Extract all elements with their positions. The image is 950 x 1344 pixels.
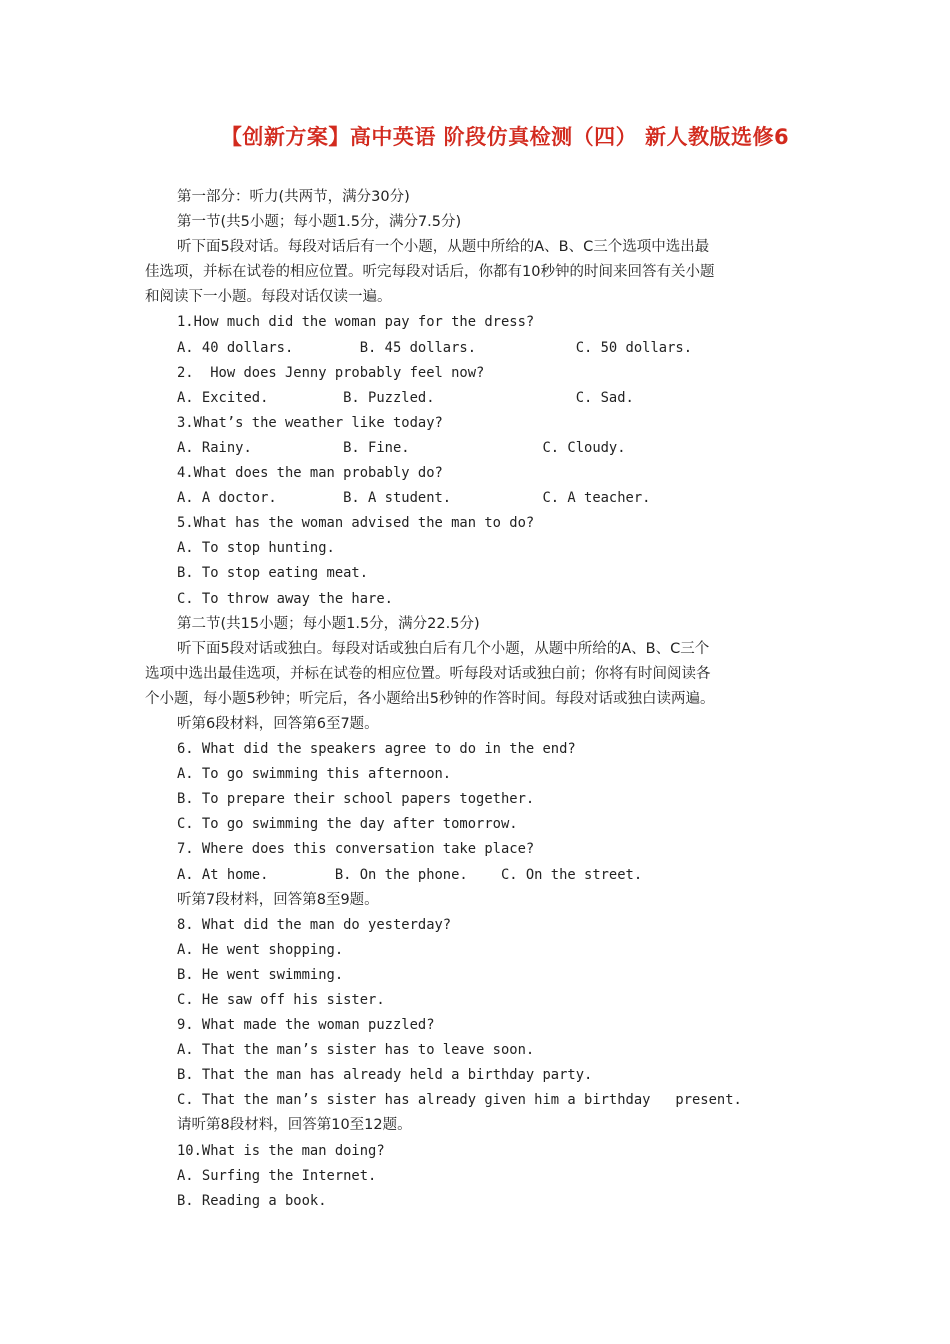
question-line: A. 40 dollars. B. 45 dollars. C. 50 dollars.	[177, 339, 692, 356]
question-line: A. A doctor. B. A student. C. A teacher.	[177, 490, 651, 507]
text-line: 请听第8段材料，回答第10至12题。	[177, 1117, 412, 1134]
question-line: C. To go swimming the day after tomorrow.	[177, 816, 518, 833]
text-line: 选项中选出最佳选项，并标在试卷的相应位置。听每段对话或独白前；你将有时间阅读各	[145, 665, 711, 682]
text-line: 第二节(共15小题；每小题1.5分，满分22.5分)	[177, 615, 480, 632]
question-line: 7. Where does this conversation take place?	[177, 841, 535, 858]
question-line: 9. What made the woman puzzled?	[177, 1017, 435, 1034]
question-line: 6. What did the speakers agree to do in the end?	[177, 741, 576, 758]
text-line: 佳选项，并标在试卷的相应位置。听完每段对话后，你都有10秒钟的时间来回答有关小题	[145, 264, 715, 281]
text-line: 和阅读下一小题。每段对话仅读一遍。	[145, 289, 392, 306]
question-line: 1.How much did the woman pay for the dress?	[177, 314, 535, 331]
text-line: 第一节(共5小题；每小题1.5分，满分7.5分)	[177, 214, 462, 231]
text-line: 听下面5段对话。每段对话后有一个小题，从题中所给的A、B、C三个选项中选出最	[177, 239, 710, 256]
question-line: 3.What’s the weather like today?	[177, 414, 443, 431]
text-line: 听下面5段对话或独白。每段对话或独白后有几个小题，从题中所给的A、B、C三个	[177, 640, 710, 657]
document-body	[145, 185, 810, 1214]
question-line: C. To throw away the hare.	[177, 590, 393, 607]
question-line: A. At home. B. On the phone. C. On the street.	[177, 866, 643, 883]
text-line: 听第6段材料，回答第6至7题。	[177, 715, 379, 732]
question-line: A. To stop hunting.	[177, 540, 335, 557]
question-line: A. He went shopping.	[177, 941, 344, 958]
question-line: A. Surfing the Internet.	[177, 1167, 377, 1184]
text-line: 个小题，每小题5秒钟；听完后，各小题给出5秒钟的作答时间。每段对话或独白读两遍。	[145, 690, 715, 707]
question-line: 5.What has the woman advised the man to do?	[177, 515, 535, 532]
question-line: B. To stop eating meat.	[177, 565, 369, 582]
question-line: B. That the man has already held a birthday party.	[177, 1067, 593, 1084]
question-line: B. He went swimming.	[177, 966, 344, 983]
question-line: A. That the man’s sister has to leave soon.	[177, 1042, 535, 1059]
question-line: B. Reading a book.	[177, 1192, 327, 1209]
question-line: 2. How does Jenny probably feel now?	[177, 364, 485, 381]
question-line: A. To go swimming this afternoon.	[177, 766, 452, 783]
question-line: 8. What did the man do yesterday?	[177, 916, 452, 933]
question-line: 10.What is the man doing?	[177, 1142, 385, 1159]
question-line: B. To prepare their school papers together.	[177, 791, 535, 808]
question-line: A. Excited. B. Puzzled. C. Sad.	[177, 389, 634, 406]
text-line: 听第7段材料，回答第8至9题。	[177, 891, 379, 908]
question-line: C. That the man’s sister has already given him a birthday present.	[177, 1092, 742, 1109]
question-line: 4.What does the man probably do?	[177, 465, 443, 482]
page-title: 【创新方案】高中英语 阶段仿真检测（四） 新人教版选修6	[220, 125, 790, 149]
text-line: 第一部分：听力(共两节，满分30分)	[177, 189, 410, 205]
question-line: C. He saw off his sister.	[177, 992, 385, 1008]
question-line: A. Rainy. B. Fine. C. Cloudy.	[177, 439, 626, 456]
